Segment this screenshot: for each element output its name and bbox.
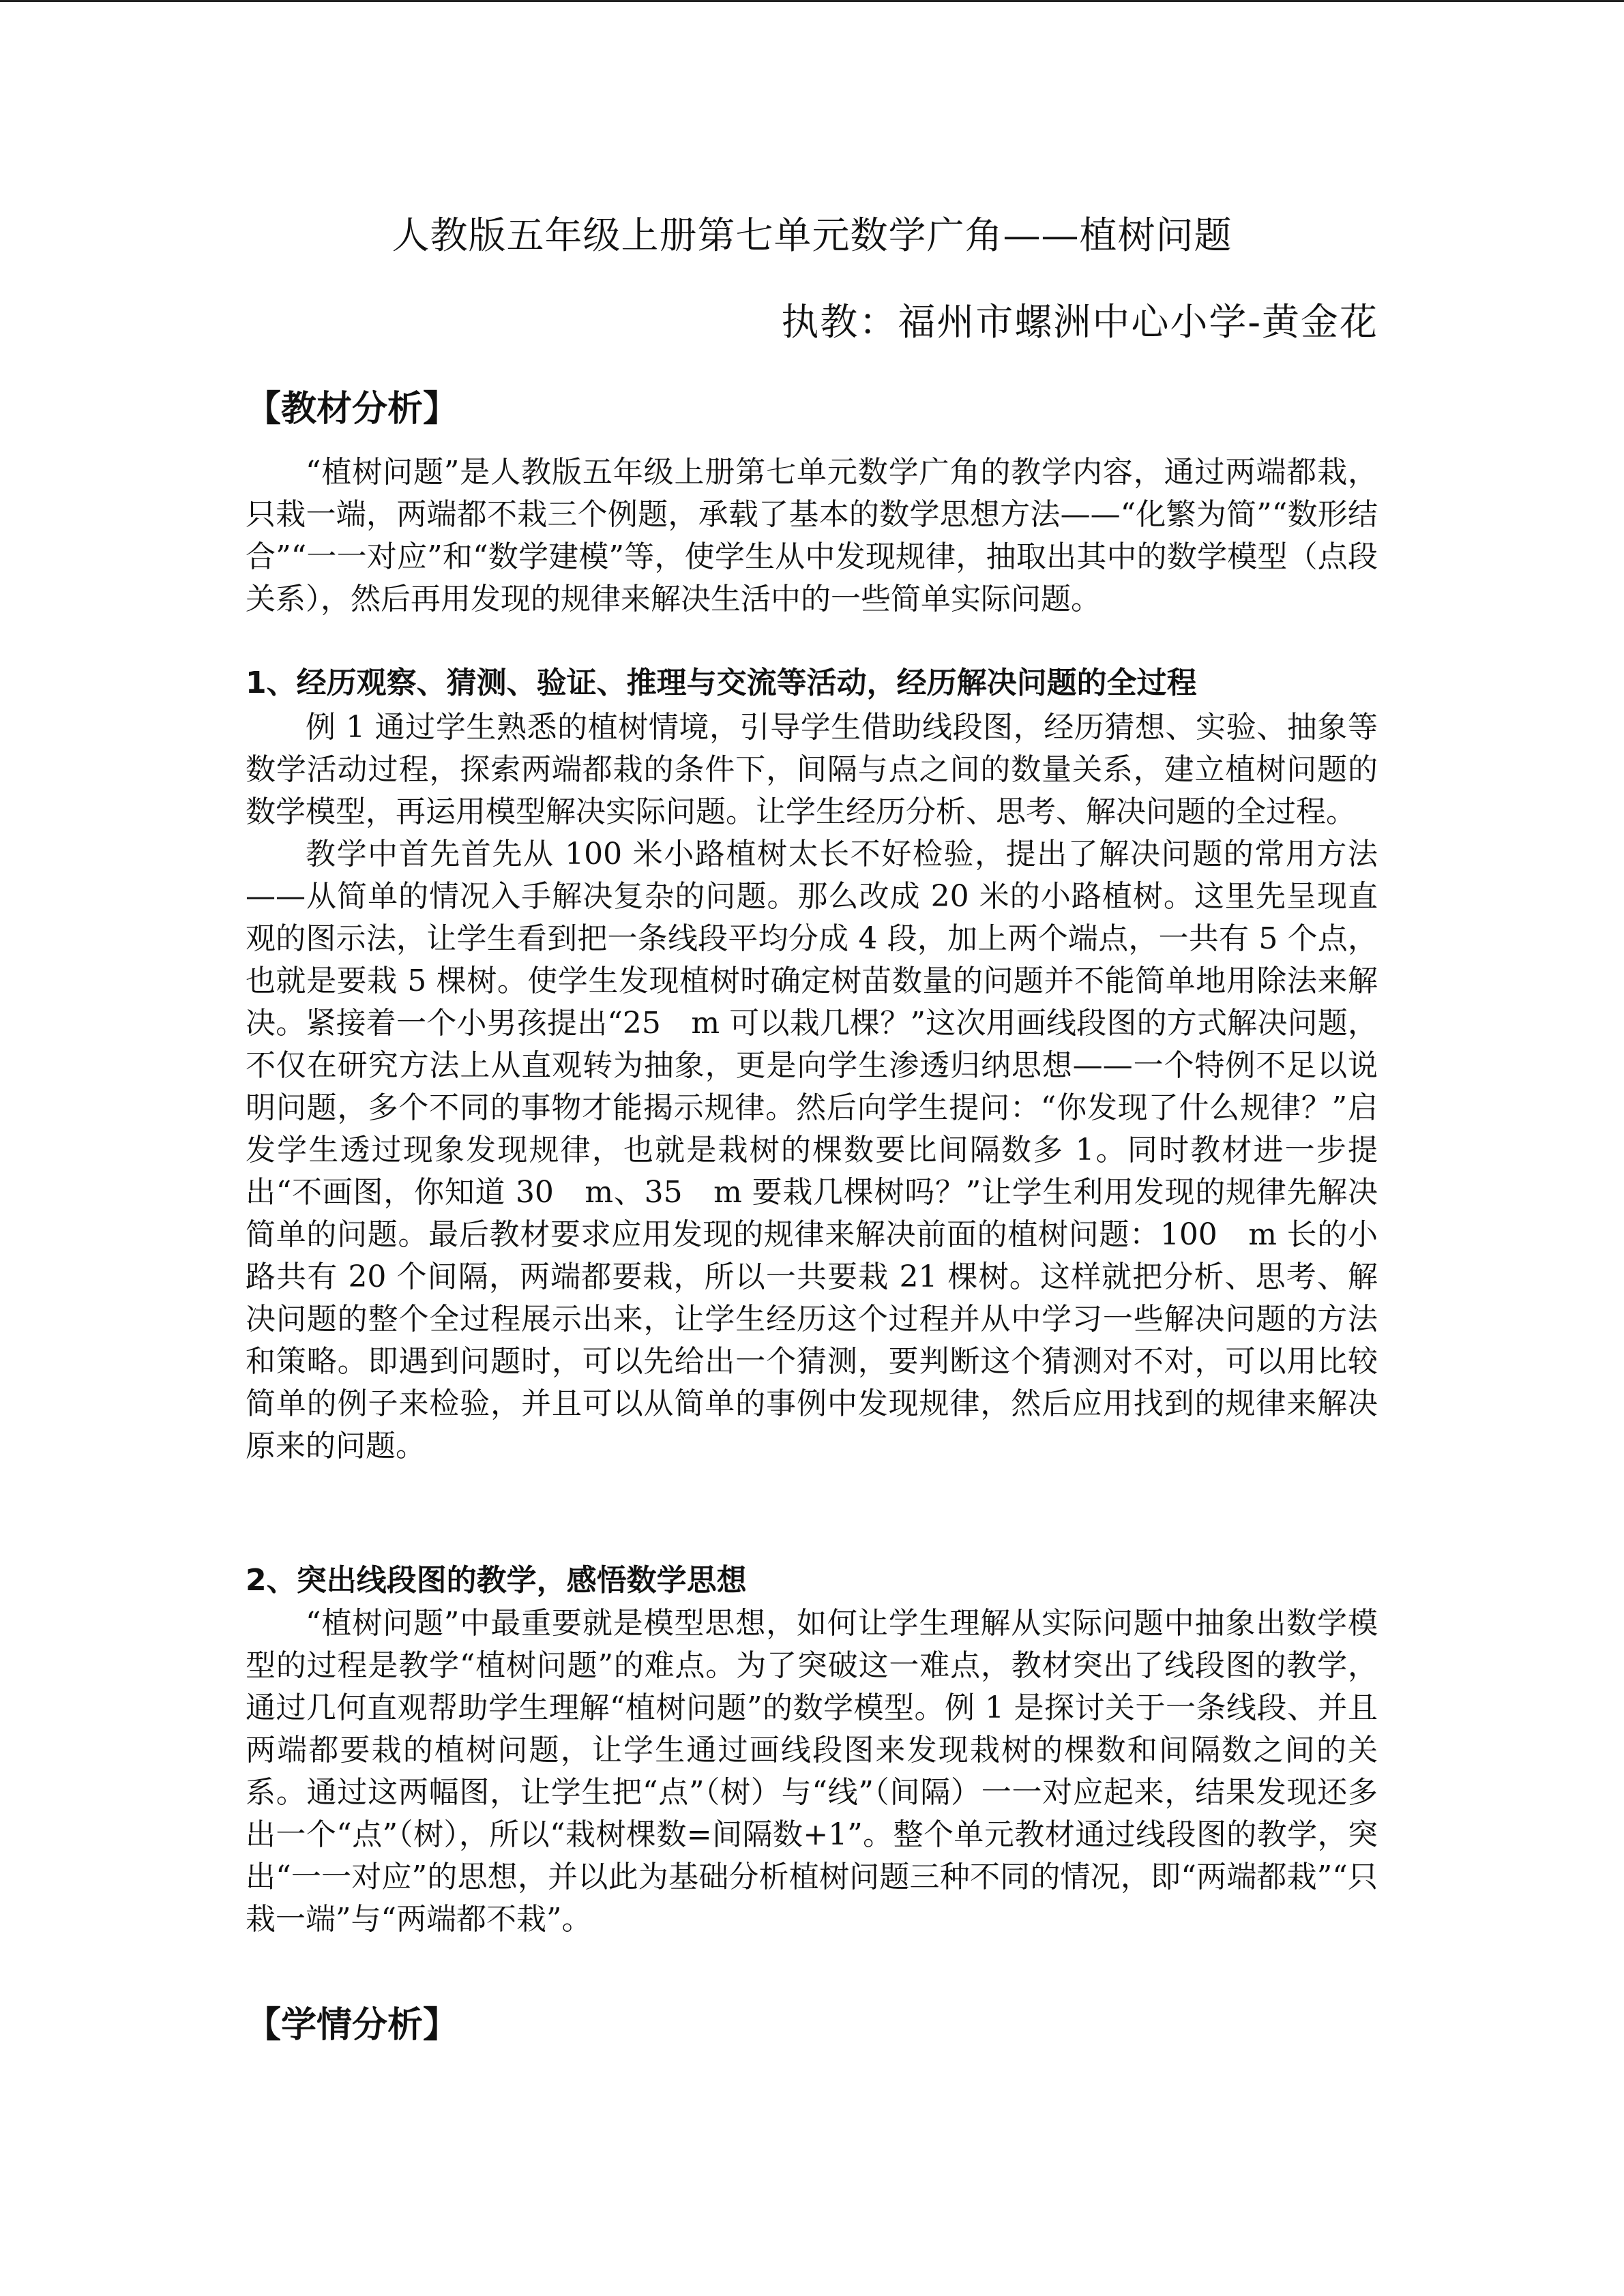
point-2-paragraph-1: “植树问题”中最重要就是模型思想，如何让学生理解从实际问题中抽象出数学模型的过程是教学“植树问题”的难点。为了突破这一难点，教材突出了线段图的教学，通过几何直观帮助学生理解“植树问题”的数学模型。例 1 是探讨关于一条线段、并且两端都要栽的植树问题，让学生通过画线段图来发现栽树的棵数和间隔数之间的关系。通过这两幅图，让学生把“点”（树）与“线”（间隔）一一对应起来，结果发现还多出一个“点”（树），所以“栽树棵数=间隔数+1”。整个单元教材通过线段图的教学，突出“一一对应”的思想，并以此为基础分析植树问题三种不同的情况，即“两端都栽”“只栽一端”与“两端都不栽”。 <box>246 1606 1378 1937</box>
top-border-line <box>0 0 1624 2</box>
point-2-body <box>246 1602 1378 1941</box>
point-1-heading: 1、经历观察、猜测、验证、推理与交流等活动，经历解决问题的全过程 <box>246 666 1197 700</box>
document-title: 人教版五年级上册第七单元数学广角——植树问题 <box>392 213 1232 257</box>
point-1-paragraph-1: 例 1 通过学生熟悉的植树情境，引导学生借助线段图，经历猜想、实验、抽象等数学活动过程，探索两端都栽的条件下，间隔与点之间的数量关系，建立植树问题的数学模型，再运用模型解决实际问题。让学生经历分析、思考、解决问题的全过程。 <box>246 710 1378 829</box>
point-1-paragraph-2: 教学中首先首先从 100 米小路植树太长不好检验，提出了解决问题的常用方法——从简单的情况入手解决复杂的问题。那么改成 20 米的小路植树。这里先呈现直观的图示法，让学生看到把一条线段平均分成 4 段，加上两个端点，一共有 5 个点，也就是要栽 5 棵树。使学生发现植树时确定树苗数量的问题并不能简单地用除法来解决。紧接着一个小男孩提出“25 m 可以栽几棵？”这次用画线段图的方式解决问题，不仅在研究方法上从直观转为抽象，更是向学生渗透归纳思想——一个特例不足以说明问题，多个不同的事物才能揭示规律。然后向学生提问：“你发现了什么规律？”启发学生透过现象发现规律，也就是栽树的棵数要比间隔数多 1。同时教材进一步提出“不画图，你知道 30 m、35 m 要栽几棵树吗？”让学生利用发现的规律先解决简单的问题。最后教材要求应用发现的规律来解决前面的植树问题：100 m 长的小路共有 20 个间隔，两端都要栽，所以一共要栽 21 棵树。这样就把分析、思考、解决问题的整个全过程展示出来，让学生经历这个过程并从中学习一些解决问题的方法和策略。即遇到问题时，可以先给出一个猜测，要判断这个猜测对不对，可以用比较简单的例子来检验，并且可以从简单的事例中发现规律，然后应用找到的规律来解决原来的问题。 <box>246 837 1378 1463</box>
section-heading-student-analysis: 【学情分析】 <box>246 2005 459 2046</box>
textbook-analysis-intro <box>246 451 1378 621</box>
point-1-body <box>246 706 1378 1467</box>
point-2-heading: 2、突出线段图的教学，感悟数学思想 <box>246 1563 747 1598</box>
author-line: 执教：福州市螺洲中心小学-黄金花 <box>781 300 1378 344</box>
section-heading-textbook-analysis: 【教材分析】 <box>246 389 459 430</box>
intro-paragraph: “植树问题”是人教版五年级上册第七单元数学广角的教学内容，通过两端都栽，只栽一端，两端都不栽三个例题，承载了基本的数学思想方法——“化繁为简”“数形结合”“一一对应”和“数学建模”等，使学生从中发现规律，抽取出其中的数学模型（点段关系），然后再用发现的规律来解决生活中的一些简单实际问题。 <box>246 455 1378 616</box>
